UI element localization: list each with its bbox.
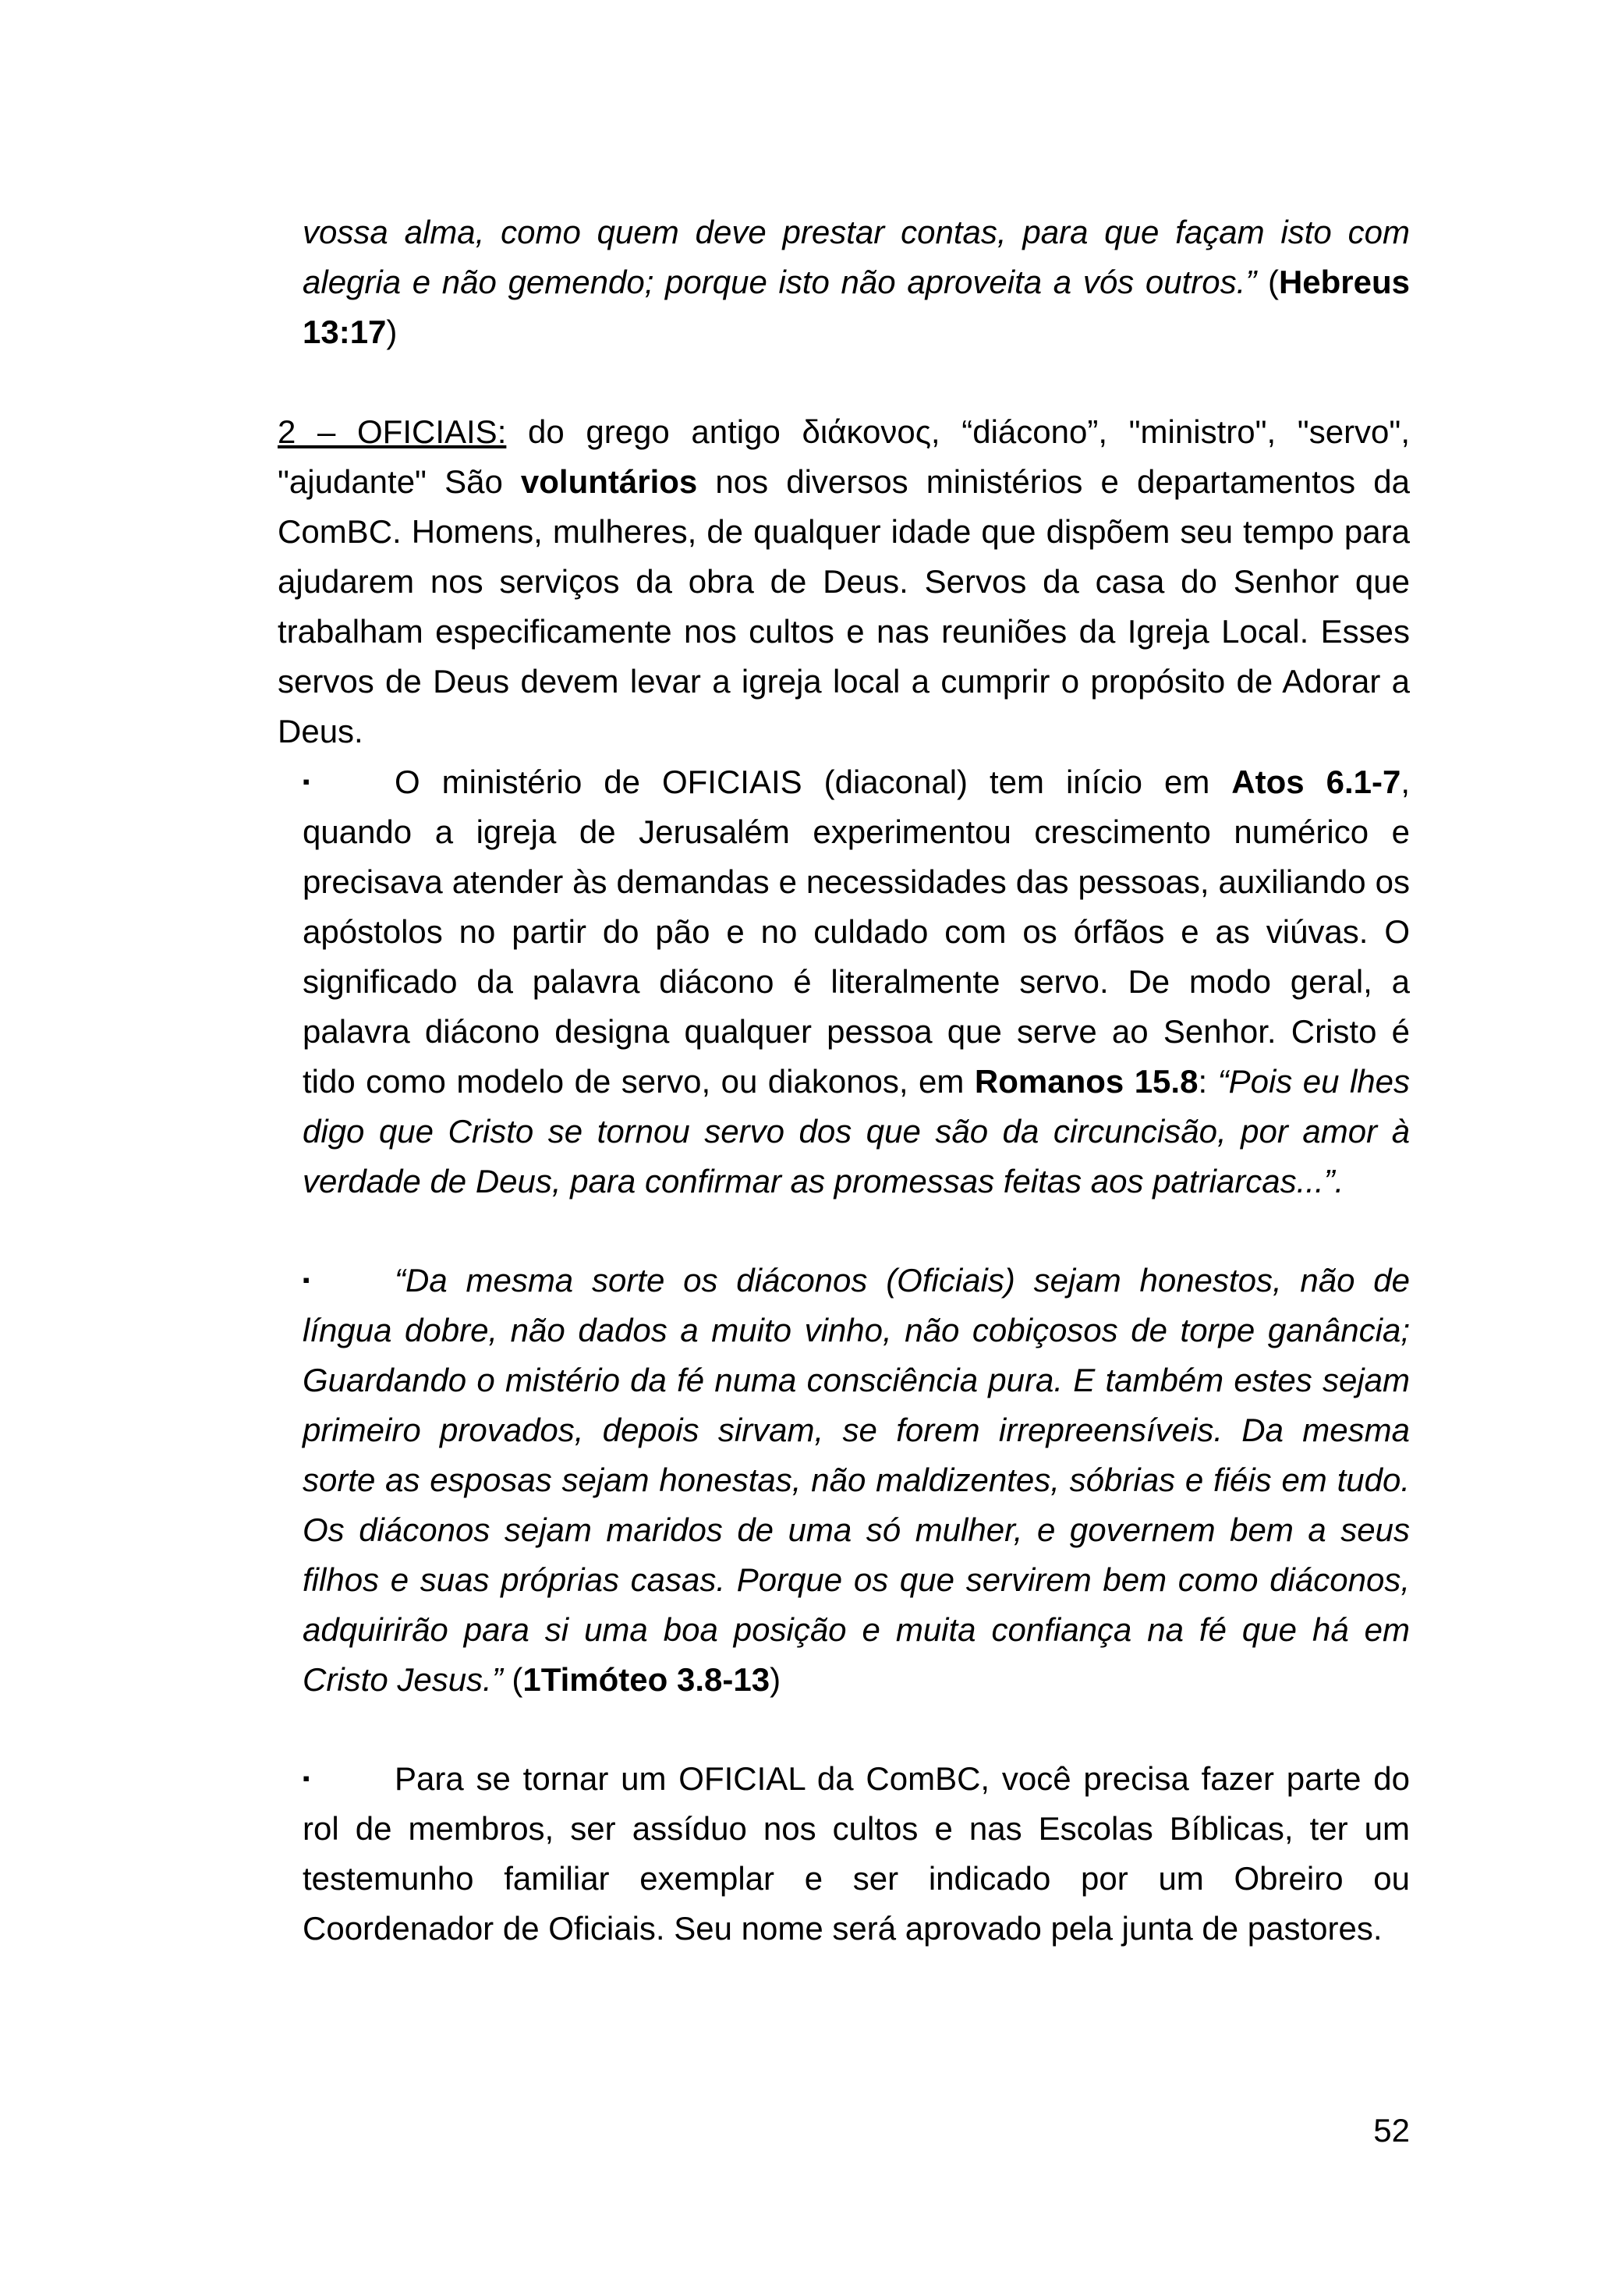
bullet-1-ref-romanos: Romanos 15.8 [974, 1063, 1199, 1100]
section-heading: 2 – OFICIAIS: [278, 413, 507, 450]
bullet-1-text-b: , quando a igreja de Jerusalém experimentou crescimento numérico e precisava atender às demandas e necessidades das pessoas, auxiliando os apóstolos no partir do pão e no culdado com os órfãos e as viúvas. O significado da palavra diácono é literalmente servo. De modo geral, a palavra diácono designa qualquer pessoa que serve ao Senhor. Cristo é tido como modelo de servo, ou diakonos, em [303, 764, 1410, 1100]
bullet-item-3 [303, 1753, 1410, 1954]
bullet-marker-icon: ▪ [303, 1766, 310, 1790]
bullet-marker-icon: ▪ [303, 770, 310, 793]
top-quote-ref-open: ( [1267, 264, 1279, 300]
bullet-1-colon: : [1198, 1063, 1218, 1100]
top-quote-paragraph [303, 207, 1410, 357]
top-quote-ref-close: ) [386, 314, 398, 350]
bullet-2-ref-open: ( [502, 1661, 523, 1698]
page-number: 52 [1373, 2112, 1410, 2149]
bullet-2-ref-close: ) [770, 1661, 781, 1698]
bullet-marker-icon: ▪ [303, 1268, 310, 1292]
bullet-item-1 [303, 756, 1410, 1206]
bullet-2-reference: 1Timóteo 3.8-13 [522, 1661, 770, 1698]
bullet-2-quote: “Da mesma sorte os diáconos (Oficiais) sejam honestos, não de língua dobre, não dados a muito vinho, não cobiçosos de torpe ganância; Guardando o mistério da fé numa consciência pura. E também estes sejam primeiro provados, depois sirvam, se forem irrepreensíveis. Da mesma sorte as esposas sejam honestas, não maldizentes, sóbrias e fiéis em tudo. Os diáconos sejam maridos de uma só mulher, e governem bem a seus filhos e suas próprias casas. Porque os que servirem bem como diáconos, adquirirão para si uma boa posição e muita confiança na fé que há em Cristo Jesus.” [303, 1262, 1410, 1698]
bullet-item-2 [303, 1255, 1410, 1705]
top-quote-text: vossa alma, como quem deve prestar contas, para que façam isto com alegria e não gemendo; porque isto não aproveita a vós outros.” [303, 214, 1410, 300]
section-intro-a: do grego antigo διάκονος, “diácono”, "ministro", "servo", "ajudante" São [278, 413, 1410, 500]
section-intro-bold: voluntários [520, 463, 698, 500]
section-intro-b: nos diversos ministérios e departamentos da ComBC. Homens, mulheres, de qualquer idade que dispõem seu tempo para ajudarem nos serviços da obra de Deus. Servos da casa do Senhor que trabalham especificamente nos cultos e nas reuniões da Igreja Local. Esses servos de Deus devem levar a igreja local a cumprir o propósito de Adorar a Deus. [278, 463, 1410, 749]
bullet-1-ref-atos: Atos 6.1-7 [1231, 764, 1401, 800]
top-quote-reference: Hebreus 13:17 [303, 264, 1410, 350]
oficiais-section-paragraph [278, 407, 1410, 756]
bullet-1-text-a: O ministério de OFICIAIS (diaconal) tem início em [395, 764, 1232, 800]
bullet-1-quote: “Pois eu lhes digo que Cristo se tornou servo dos que são da circuncisão, por amor à verdade de Deus, para confirmar as promessas feitas aos patriarcas...”. [303, 1063, 1410, 1199]
bullet-3-text: Para se tornar um OFICIAL da ComBC, você precisa fazer parte do rol de membros, ser assíduo nos cultos e nas Escolas Bíblicas, ter um testemunho familiar exemplar e ser indicado por um Obreiro ou Coordenador de Oficiais. Seu nome será aprovado pela junta de pastores. [303, 1760, 1410, 1947]
